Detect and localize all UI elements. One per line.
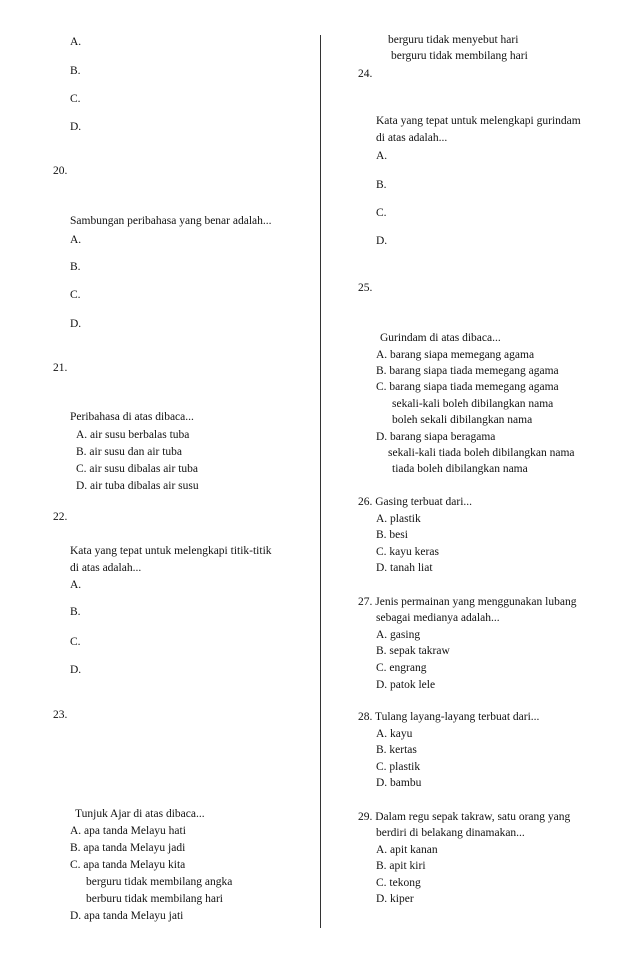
q26-option-b: B. besi (376, 529, 408, 541)
q21-question: Peribahasa di atas dibaca... (70, 411, 194, 423)
q25-question: Gurindam di atas dibaca... (380, 332, 501, 344)
q19-option-c: C. (70, 93, 81, 105)
q29-question-line1: 29. Dalam regu sepak takraw, satu orang yang (358, 811, 571, 823)
q25-option-a: A. barang siapa memegang agama (376, 349, 535, 361)
q23-question: Tunjuk Ajar di atas dibaca... (75, 808, 205, 820)
q25-option-d-line3: tiada boleh dibilangkan nama (392, 463, 528, 475)
q23-option-a: A. apa tanda Melayu hati (70, 825, 186, 837)
q21-option-d: D. air tuba dibalas air susu (76, 480, 199, 492)
q27-option-c: C. engrang (376, 662, 427, 674)
q29-option-c: C. tekong (376, 877, 421, 889)
q29-option-d: D. kiper (376, 893, 414, 905)
column-divider (320, 35, 321, 928)
q27-option-d: D. patok lele (376, 679, 436, 691)
q25-option-d-line2: sekali-kali tiada boleh dibilangkan nama (388, 447, 575, 459)
q23-option-c: C. apa tanda Melayu kita (70, 859, 186, 871)
q29-option-b: B. apit kiri (376, 860, 426, 872)
q22-question-line2: di atas adalah... (70, 562, 142, 574)
q28-question: 28. Tulang layang-layang terbuat dari... (358, 711, 540, 723)
q20-question: Sambungan peribahasa yang benar adalah... (70, 215, 272, 227)
q24-question-line2: di atas adalah... (376, 132, 448, 144)
q27-question-line2: sebagai medianya adalah... (376, 612, 500, 624)
q19-option-b: B. (70, 65, 81, 77)
q28-option-d: D. bambu (376, 777, 422, 789)
q23-option-c-line2: berguru tidak membilang angka (86, 876, 233, 888)
q22-option-d: D. (70, 664, 82, 676)
q24-option-a: A. (376, 150, 388, 162)
q20-option-b: B. (70, 261, 81, 273)
q22-option-a: A. (70, 579, 82, 591)
q23-option-d-line2: berguru tidak menyebut hari (388, 34, 519, 46)
q23-option-d-line3: berguru tidak membilang hari (391, 50, 528, 62)
q26-option-d: D. tanah liat (376, 562, 433, 574)
q24-question-line1: Kata yang tepat untuk melengkapi gurindam (376, 115, 581, 127)
q26-option-c: C. kayu keras (376, 546, 439, 558)
q29-question-line2: berdiri di belakang dinamakan... (376, 827, 525, 839)
q20-option-c: C. (70, 289, 81, 301)
q19-option-a: A. (70, 36, 82, 48)
q20-number: 20. (53, 165, 68, 177)
q23-option-c-line3: berburu tidak membilang hari (86, 893, 224, 905)
q25-option-c-line3: boleh sekali dibilangkan nama (392, 414, 533, 426)
q25-number: 25. (358, 282, 373, 294)
q21-option-a: A. air susu berbalas tuba (76, 429, 190, 441)
q22-number: 22. (53, 511, 68, 523)
q25-option-d: D. barang siapa beragama (376, 431, 496, 443)
q22-option-c: C. (70, 636, 81, 648)
q22-option-b: B. (70, 606, 81, 618)
q26-option-a: A. plastik (376, 513, 421, 525)
q24-option-c: C. (376, 207, 387, 219)
q19-option-d: D. (70, 121, 82, 133)
q23-option-d: D. apa tanda Melayu jati (70, 910, 184, 922)
q27-option-b: B. sepak takraw (376, 645, 450, 657)
q20-option-d: D. (70, 318, 82, 330)
q21-option-c: C. air susu dibalas air tuba (76, 463, 199, 475)
q25-option-c-line2: sekali-kali boleh dibilangkan nama (392, 398, 554, 410)
q28-option-c: C. plastik (376, 761, 421, 773)
q24-number: 24. (358, 68, 373, 80)
q20-option-a: A. (70, 234, 82, 246)
q28-option-a: A. kayu (376, 728, 413, 740)
q23-number: 23. (53, 709, 68, 721)
q27-option-a: A. gasing (376, 629, 421, 641)
q25-option-c: C. barang siapa tiada memegang agama (376, 381, 559, 393)
q21-number: 21. (53, 362, 68, 374)
q25-option-b: B. barang siapa tiada memegang agama (376, 365, 559, 377)
q26-question: 26. Gasing terbuat dari... (358, 496, 473, 508)
q21-option-b: B. air susu dan air tuba (76, 446, 183, 458)
q23-option-b: B. apa tanda Melayu jadi (70, 842, 186, 854)
q28-option-b: B. kertas (376, 744, 417, 756)
q24-option-b: B. (376, 179, 387, 191)
q24-option-d: D. (376, 235, 388, 247)
q27-question-line1: 27. Jenis permainan yang menggunakan lubang (358, 596, 577, 608)
q29-option-a: A. apit kanan (376, 844, 438, 856)
q22-question-line1: Kata yang tepat untuk melengkapi titik-titik (70, 545, 272, 557)
